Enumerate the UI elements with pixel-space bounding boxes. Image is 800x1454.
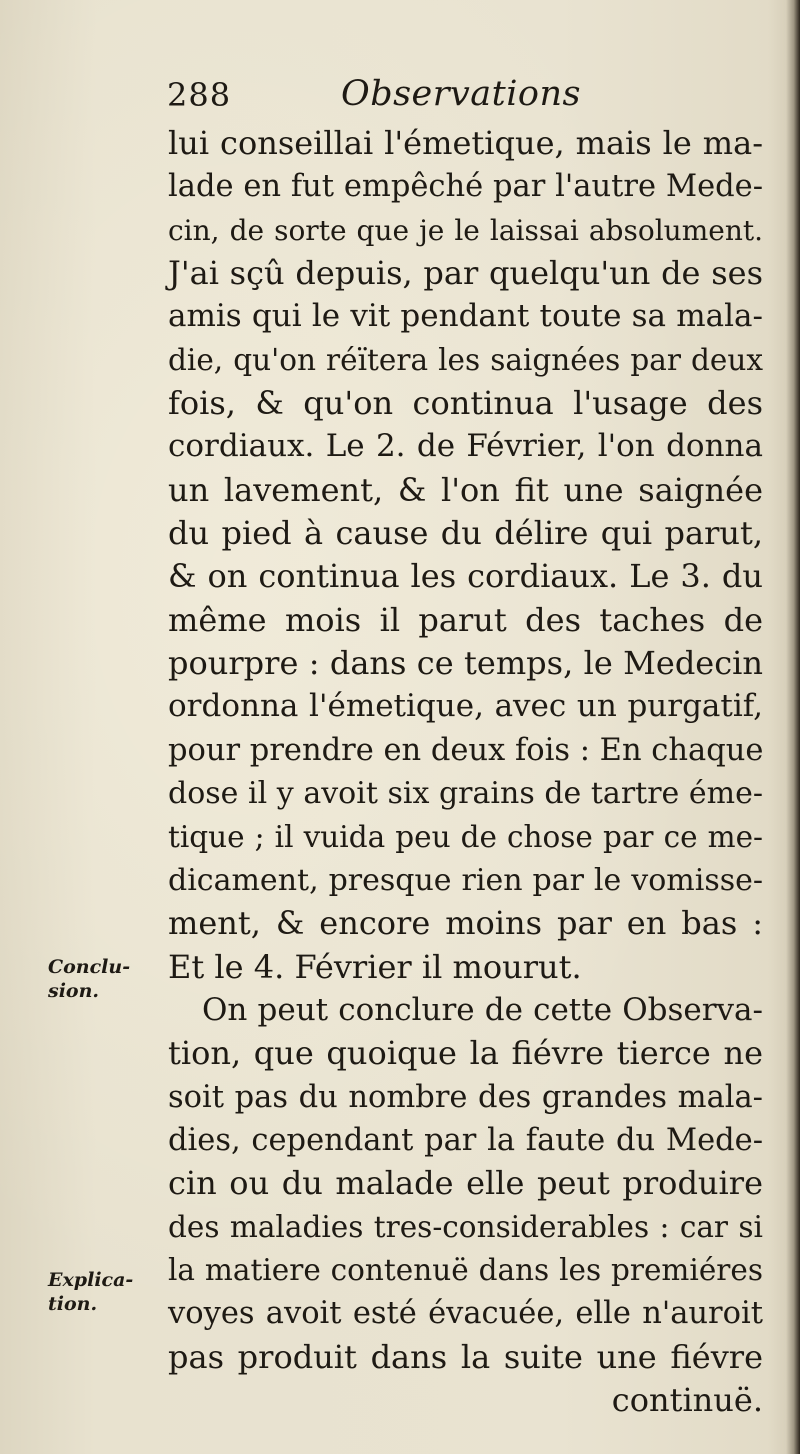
text-line: lui conseillai l'émetique, mais le ma- [168, 124, 763, 162]
page-number: 288 [167, 76, 232, 114]
text-line: amis qui le vit pendant toute sa mala- [168, 298, 763, 335]
margin-note-conclusion [48, 955, 158, 1003]
margin-note-line: sion. [48, 980, 100, 1002]
text-line: la matiere contenuë dans les premiéres [168, 1252, 763, 1287]
text-line: cordiaux. Le 2. de Février, l'on donna [168, 428, 763, 465]
margin-note-line: tion. [48, 1293, 98, 1315]
text-line: J'ai sçû depuis, par quelqu'un de ses [168, 254, 763, 293]
text-line: pour prendre en deux fois : En chaque [168, 732, 764, 768]
text-line: ordonna l'émetique, avec un purgatif, [168, 688, 763, 725]
text-line: fois, & qu'on continua l'usage des [168, 384, 763, 423]
text-line: voyes avoit esté évacuée, elle n'auroit [168, 1296, 763, 1332]
text-line: tique ; il vuida peu de chose par ce me- [168, 819, 763, 854]
text-line: ment, & encore moins par en bas : [168, 904, 763, 943]
margin-note-explication [48, 1268, 158, 1316]
text-line: continuë. [611, 1380, 763, 1419]
text-line: lade en fut empêché par l'autre Mede- [168, 169, 763, 205]
text-line: die, qu'on réïtera les saignées par deux [168, 342, 763, 377]
text-line: dies, cependant par la faute du Mede- [168, 1122, 763, 1158]
text-line: tion, que quoique la fiévre tierce ne [168, 1034, 763, 1073]
text-line: du pied à cause du délire qui parut, [168, 514, 763, 553]
text-line: même mois il parut des taches de [168, 600, 763, 639]
margin-note-line: Conclu- [48, 956, 131, 978]
text-line: cin ou du malade elle peut produire [168, 1164, 763, 1203]
margin-note-line: Explica- [48, 1269, 134, 1291]
text-line: dicament, presque rien par le vomisse- [168, 862, 763, 898]
page-binding-edge [786, 0, 800, 1454]
text-line: pourpre : dans ce temps, le Medecin [168, 644, 763, 683]
text-line: dose il y avoit six grains de tartre éme- [168, 776, 763, 812]
text-line: & on continua les cordiaux. Le 3. du [168, 557, 763, 596]
text-line: Et le 4. Février il mourut. [168, 947, 582, 986]
page-header [165, 70, 605, 120]
text-line: des maladies tres-considerables : car si [168, 1209, 763, 1244]
text-line: soit pas du nombre des grandes mala- [168, 1079, 763, 1115]
text-line: On peut conclure de cette Observa- [202, 991, 763, 1028]
body-text [168, 122, 763, 1422]
text-line: cin, de sorte que je le laissai absolument. [168, 213, 763, 247]
running-title: Observations [341, 74, 581, 114]
text-line: un lavement, & l'on fit une saignée [168, 470, 763, 509]
text-line: pas produit dans la suite une fiévre [168, 1337, 763, 1376]
